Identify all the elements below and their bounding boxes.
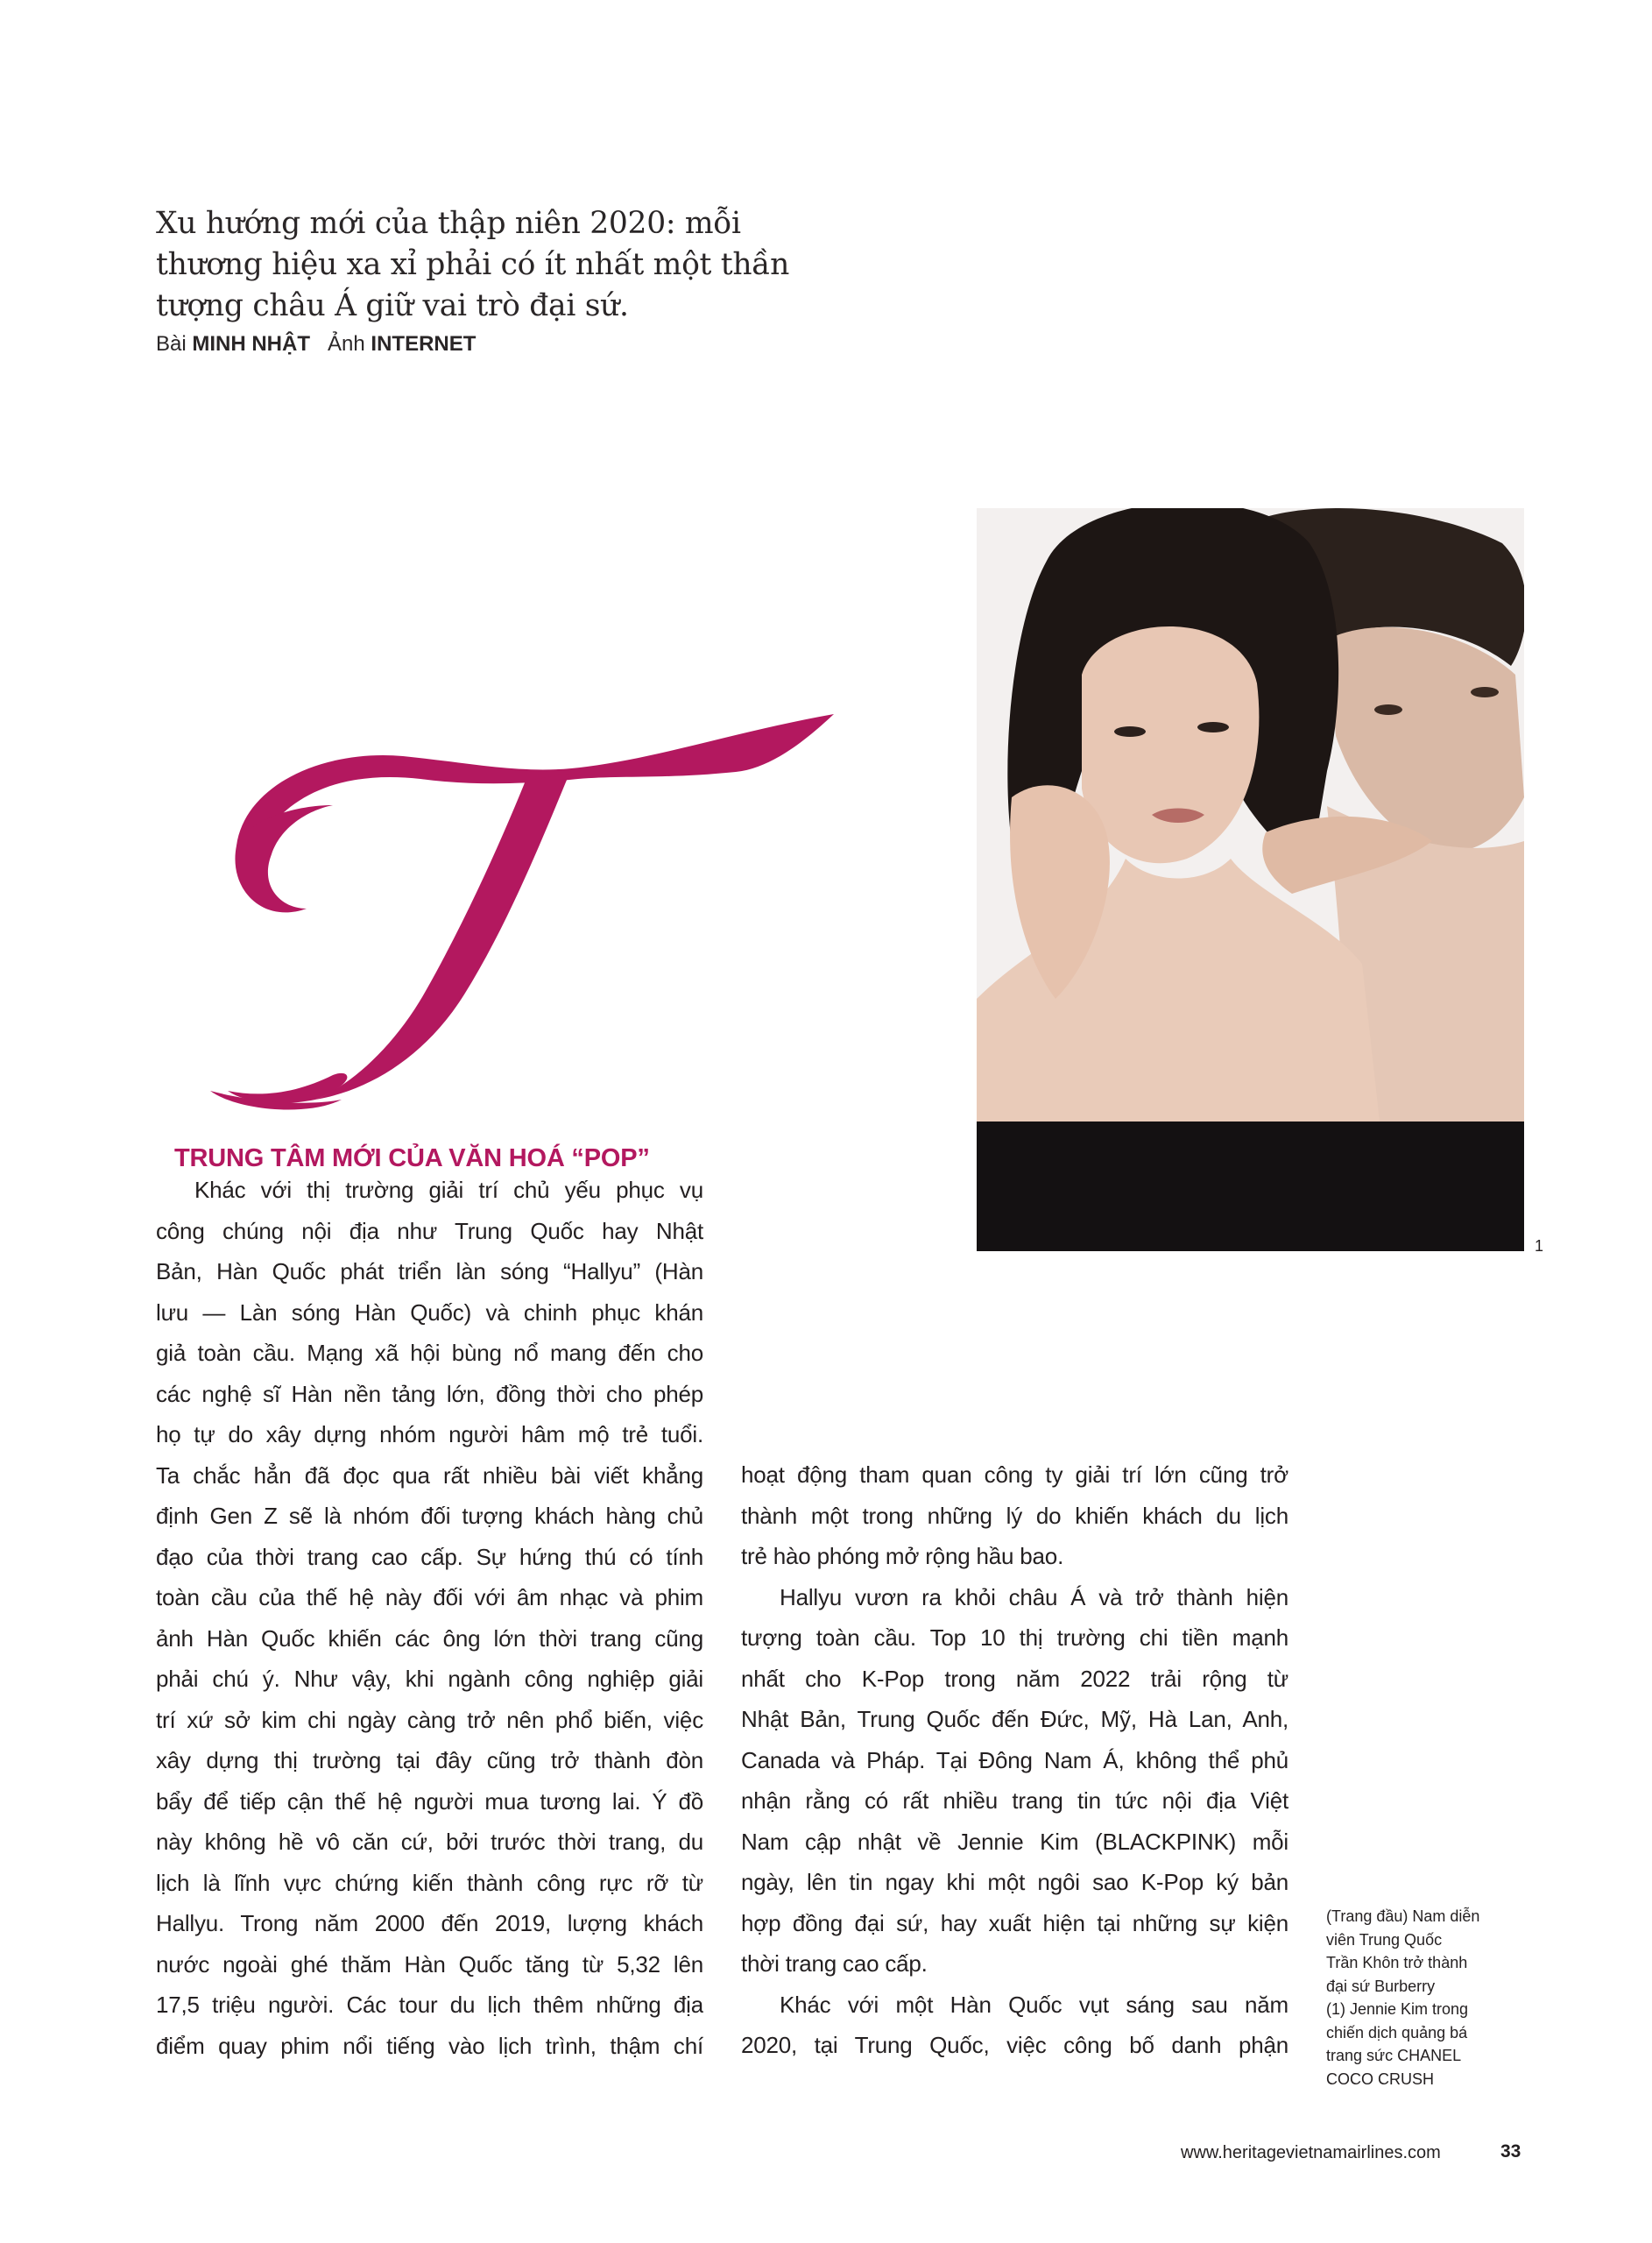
body-line: ngày, lên tin ngay khi một ngôi sao K-Pop ký bản — [741, 1869, 1288, 1895]
caption-line: Trần Khôn trở thành — [1326, 1954, 1468, 1971]
standfirst-line: Xu hướng mới của thập niên 2020: mỗi — [156, 206, 741, 241]
caption-line: COCO CRUSH — [1326, 2070, 1435, 2088]
caption-line: (Trang đầu) Nam diễn — [1326, 1907, 1480, 1925]
photo-number: 1 — [1535, 1237, 1544, 1255]
body-line: toàn cầu của thế hệ này đối với âm nhạc và phim — [156, 1584, 703, 1610]
byline — [156, 331, 476, 357]
body-line: này không hề vô căn cứ, bởi trước thời trang, du — [156, 1829, 703, 1855]
body-line: Khác với thị trường giải trí chủ yếu phục vụ — [194, 1177, 703, 1203]
text-credit-label: Bài — [156, 332, 187, 356]
body-line: Ta chắc hẳn đã đọc qua rất nhiều bài viết khẳng — [156, 1461, 703, 1489]
section-heading: TRUNG TÂM MỚI CỦA VĂN HOÁ “POP” — [174, 1144, 650, 1172]
body-line: điểm quay phim nổi tiếng vào lịch trình, thậm chí — [156, 2032, 703, 2059]
body-line: 17,5 triệu người. Các tour du lịch thêm những địa — [156, 1992, 703, 2018]
body-line: lưu — Làn sóng Hàn Quốc) và chinh phục khán — [156, 1298, 703, 1326]
standfirst-line: thương hiệu xa xỉ phải có ít nhất một thần — [156, 247, 790, 282]
body-line: nhất cho K-Pop trong năm 2022 trải rộng từ — [741, 1665, 1288, 1692]
body-line: trẻ hào phóng mở rộng hầu bao. — [741, 1543, 1064, 1569]
body-line: đạo của thời trang cao cấp. Sự hứng thú có tính — [156, 1543, 703, 1570]
body-line: ảnh Hàn Quốc khiến các ông lớn thời trang cũng — [156, 1624, 703, 1652]
photo-credit-author: INTERNET — [371, 332, 477, 356]
photo-credit-label: Ảnh — [328, 332, 365, 356]
body-line: thành một trong những lý do khiến khách du lịch — [741, 1502, 1288, 1529]
body-line: Hallyu. Trong năm 2000 đến 2019, lượng khách — [156, 1910, 703, 1936]
body-line: Bản, Hàn Quốc phát triển làn sóng “Hallyu” (Hàn — [156, 1258, 703, 1284]
body-column-left — [156, 1170, 703, 2066]
body-line: các nghệ sĩ Hàn nền tảng lớn, đồng thời cho phép — [156, 1380, 703, 1407]
text-credit-author: MINH NHẬT — [192, 332, 311, 356]
body-line: bẩy để tiếp cận thế hệ người mua tương lai. Ý đồ — [156, 1787, 703, 1815]
page-number: 33 — [1500, 2141, 1521, 2162]
body-line: Khác với một Hàn Quốc vụt sáng sau năm — [780, 1991, 1288, 2018]
body-line: giả toàn cầu. Mạng xã hội bùng nổ mang đến cho — [156, 1340, 703, 1366]
body-line: hoạt động tham quan công ty giải trí lớn cũng trở — [741, 1461, 1288, 1488]
standfirst — [156, 203, 822, 327]
body-line: phải chú ý. Như vậy, khi ngành công nghiệp giải — [156, 1666, 703, 1692]
body-line: Canada và Pháp. Tại Đông Nam Á, không thể phủ — [741, 1746, 1288, 1773]
footer-url: www.heritagevietnamairlines.com — [1181, 2143, 1441, 2162]
body-line: hợp đồng đại sứ, hay xuất hiện tại những sự kiện — [741, 1909, 1288, 1936]
photo-jennie-kim-campaign — [977, 508, 1524, 1251]
body-column-right — [741, 1454, 1288, 2066]
caption-line: chiến dịch quảng bá — [1326, 2023, 1468, 2041]
photo-caption — [1326, 1905, 1501, 2091]
body-line: lịch là lĩnh vực chứng kiến thành công rực rỡ từ — [156, 1869, 703, 1896]
caption-line: trang sức CHANEL — [1326, 2047, 1462, 2064]
body-line: xây dựng thị trường tại đây cũng trở thành đòn — [156, 1747, 703, 1773]
body-line: nhận rằng có rất nhiều trang tin tức nội địa Việt — [741, 1787, 1288, 1814]
body-line: trí xứ sở kim chi ngày càng trở nên phổ biến, việc — [156, 1706, 703, 1733]
body-line: họ tự do xây dựng nhóm người hâm mộ trẻ tuổi. — [156, 1421, 703, 1447]
caption-line: đại sứ Burberry — [1326, 1977, 1436, 1995]
caption-line: viên Trung Quốc — [1326, 1930, 1443, 1949]
body-line: thời trang cao cấp. — [741, 1950, 928, 1977]
body-line: Hallyu vươn ra khỏi châu Á và trở thành hiện — [780, 1583, 1288, 1610]
body-line: nước ngoài ghé thăm Hàn Quốc tăng từ 5,32 lên — [156, 1950, 703, 1978]
body-line: Nam cập nhật về Jennie Kim (BLACKPINK) mỗi — [741, 1828, 1288, 1855]
standfirst-line: tượng châu Á giữ vai trò đại sứ. — [156, 288, 629, 323]
body-line: tượng toàn cầu. Top 10 thị trường chi tiền mạnh — [741, 1624, 1288, 1651]
caption-line: (1) Jennie Kim trong — [1326, 2000, 1469, 2018]
body-line: công chúng nội địa như Trung Quốc hay Nhật — [156, 1217, 703, 1244]
body-line: 2020, tại Trung Quốc, việc công bố danh phận — [741, 2032, 1288, 2058]
drop-cap-letter — [210, 714, 858, 1117]
body-line: định Gen Z sẽ là nhóm đối tượng khách hàng chủ — [156, 1503, 703, 1529]
body-line: Nhật Bản, Trung Quốc đến Đức, Mỹ, Hà Lan, Anh, — [741, 1706, 1288, 1732]
